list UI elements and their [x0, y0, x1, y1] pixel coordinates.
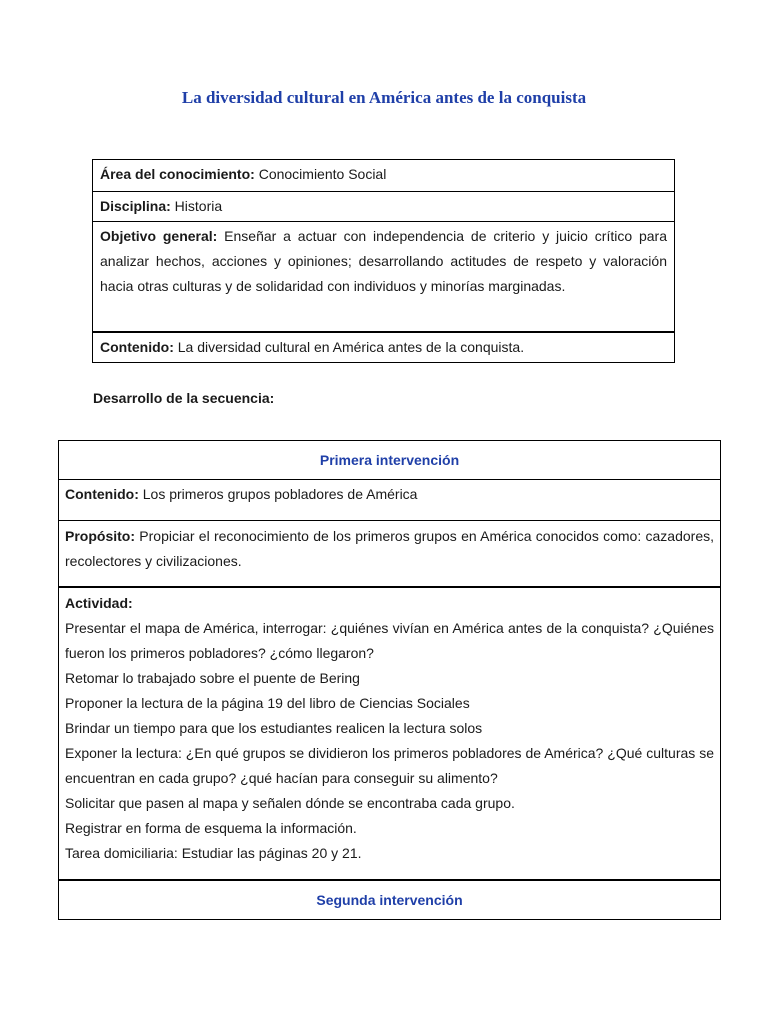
primera-contenido-label: Contenido: [65, 486, 139, 502]
actividad-item: Proponer la lectura de la página 19 del libro de Ciencias Sociales [65, 695, 470, 711]
area-label: Área del conocimiento: [100, 166, 255, 182]
segunda-intervencion-heading: Segunda intervención [59, 880, 721, 920]
disciplina-value: Historia [170, 198, 223, 214]
objetivo-value: Enseñar a actuar con independencia de criterio y juicio crítico para analizar hechos, acciones y opiniones; desarrollando actitudes de respeto y valoración hacia otras culturas y de solidaridad con individuos y minorías marginadas. [100, 228, 668, 294]
disciplina-cell [93, 192, 675, 222]
primera-intervencion-heading: Primera intervención [59, 441, 721, 480]
actividad-item: Presentar el mapa de América, interrogar: ¿quiénes vivían en América antes de la conquista? ¿Quiénes fueron los primeros pobladores? ¿cómo llegaron? [65, 620, 714, 661]
objetivo-cell [93, 222, 675, 333]
area-value: Conocimiento Social [254, 166, 387, 182]
info-table [92, 159, 675, 363]
proposito-value: Propiciar el reconocimiento de los primeros grupos en América conocidos como: cazadores, recolectores y civilizaciones. [65, 528, 714, 569]
actividad-item: Brindar un tiempo para que los estudiantes realicen la lectura solos [65, 720, 483, 736]
actividad-item: Solicitar que pasen al mapa y señalen dónde se encontraba cada grupo. [65, 795, 515, 811]
proposito-label: Propósito: [65, 528, 135, 544]
actividad-cell [59, 587, 721, 880]
contenido-label: Contenido: [100, 339, 174, 355]
sequence-table [58, 440, 721, 920]
disciplina-label: Disciplina: [100, 198, 171, 214]
page-title: La diversidad cultural en América antes de la conquista [181, 88, 587, 107]
primera-contenido-cell [59, 480, 721, 521]
contenido-cell [93, 332, 675, 363]
objetivo-label: Objetivo general: [100, 228, 218, 244]
actividad-item: Exponer la lectura: ¿En qué grupos se dividieron los primeros pobladores de América? ¿Qué culturas se encuentran en cada grupo? ¿qué hacían para conseguir su alimento? [65, 745, 714, 786]
primera-proposito-cell [59, 521, 721, 588]
actividad-item: Tarea domiciliaria: Estudiar las páginas 20 y 21. [65, 845, 362, 861]
actividad-label: Actividad: [65, 595, 133, 611]
actividad-item: Registrar en forma de esquema la información. [65, 820, 357, 836]
primera-contenido-value: Los primeros grupos pobladores de América [138, 486, 418, 502]
secuencia-heading: Desarrollo de la secuencia: [93, 390, 275, 406]
actividad-item: Retomar lo trabajado sobre el puente de Bering [65, 670, 360, 686]
area-cell [93, 160, 675, 192]
contenido-value: La diversidad cultural en América antes de la conquista. [173, 339, 525, 355]
